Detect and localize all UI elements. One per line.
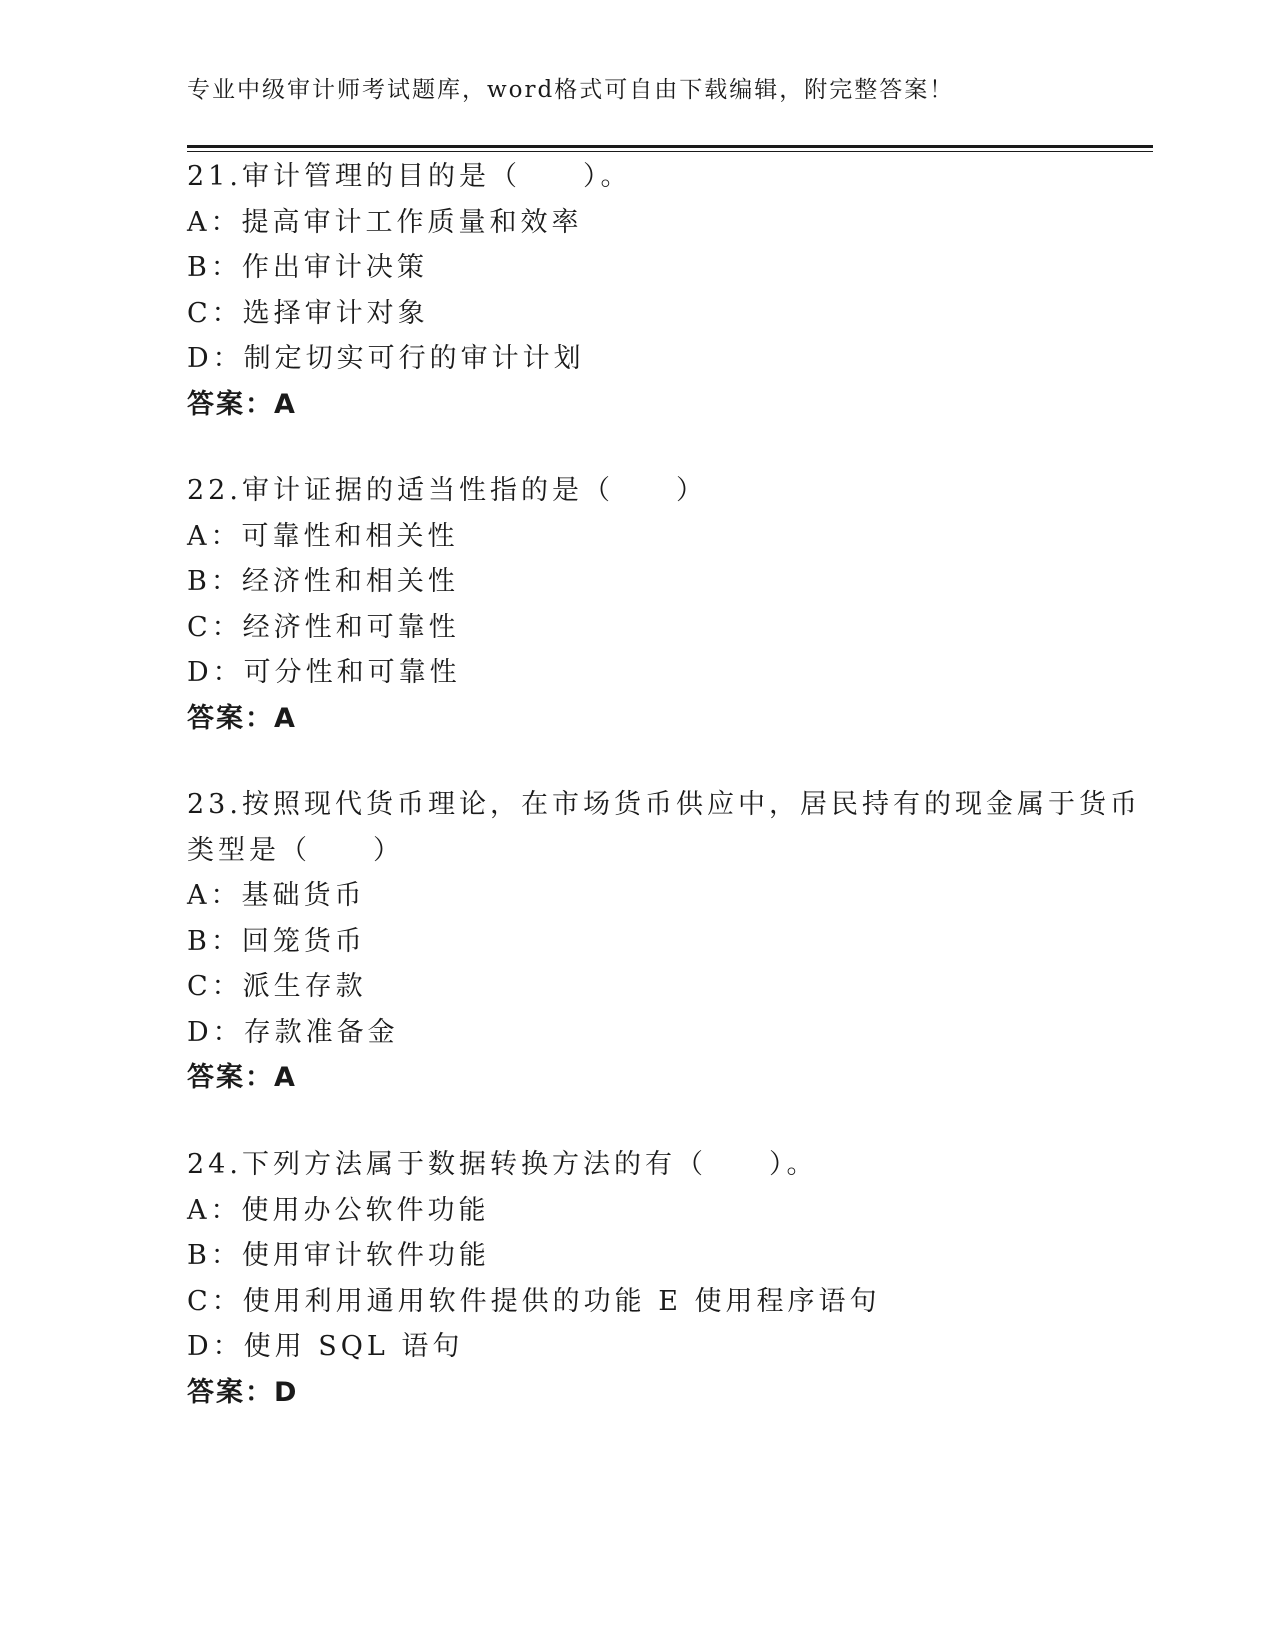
question-stem: 24.下列方法属于数据转换方法的有（ ）。	[187, 1149, 818, 1180]
option-a: A：基础货币	[187, 880, 366, 911]
option-b: B：回笼货币	[187, 925, 366, 957]
page-header: 专业中级审计师考试题库，word格式可自由下载编辑，附完整答案！	[187, 77, 955, 103]
question-24	[187, 1142, 1107, 1415]
header-divider-thin	[187, 151, 1153, 152]
option-d: D：制定切实可行的审计计划	[187, 343, 585, 374]
option-a: A：提高审计工作质量和效率	[187, 206, 583, 238]
option-c: C：使用利用通用软件提供的功能 E 使用程序语句	[187, 1285, 881, 1317]
question-stem: 22.审计证据的适当性指的是（ ）	[187, 475, 707, 506]
option-d: D：可分性和可靠性	[187, 657, 461, 688]
question-23	[187, 782, 1141, 1101]
option-d: D：使用 SQL 语句	[187, 1331, 464, 1362]
option-c: C：选择审计对象	[187, 297, 429, 329]
option-b: B：经济性和相关性	[187, 566, 459, 597]
option-c: C：经济性和可靠性	[187, 611, 460, 643]
question-22	[187, 468, 1107, 741]
answer: 答案：D	[187, 1376, 299, 1408]
option-a: A：使用办公软件功能	[187, 1194, 490, 1226]
question-stem: 21.审计管理的目的是（ ）。	[187, 161, 632, 192]
option-a: A：可靠性和相关性	[187, 520, 459, 552]
question-stem-continued: 类型是（ ）	[187, 834, 404, 866]
answer: 答案：A	[187, 388, 297, 420]
option-c: C：派生存款	[187, 971, 367, 1002]
header-divider	[187, 145, 1153, 148]
answer: 答案：A	[187, 702, 297, 734]
option-b: B：使用审计软件功能	[187, 1240, 490, 1271]
question-21	[187, 154, 1107, 427]
option-d: D：存款准备金	[187, 1016, 399, 1048]
option-b: B：作出审计决策	[187, 252, 428, 283]
question-stem: 23.按照现代货币理论，在市场货币供应中，居民持有的现金属于货币	[187, 789, 1141, 820]
answer: 答案：A	[187, 1062, 297, 1093]
